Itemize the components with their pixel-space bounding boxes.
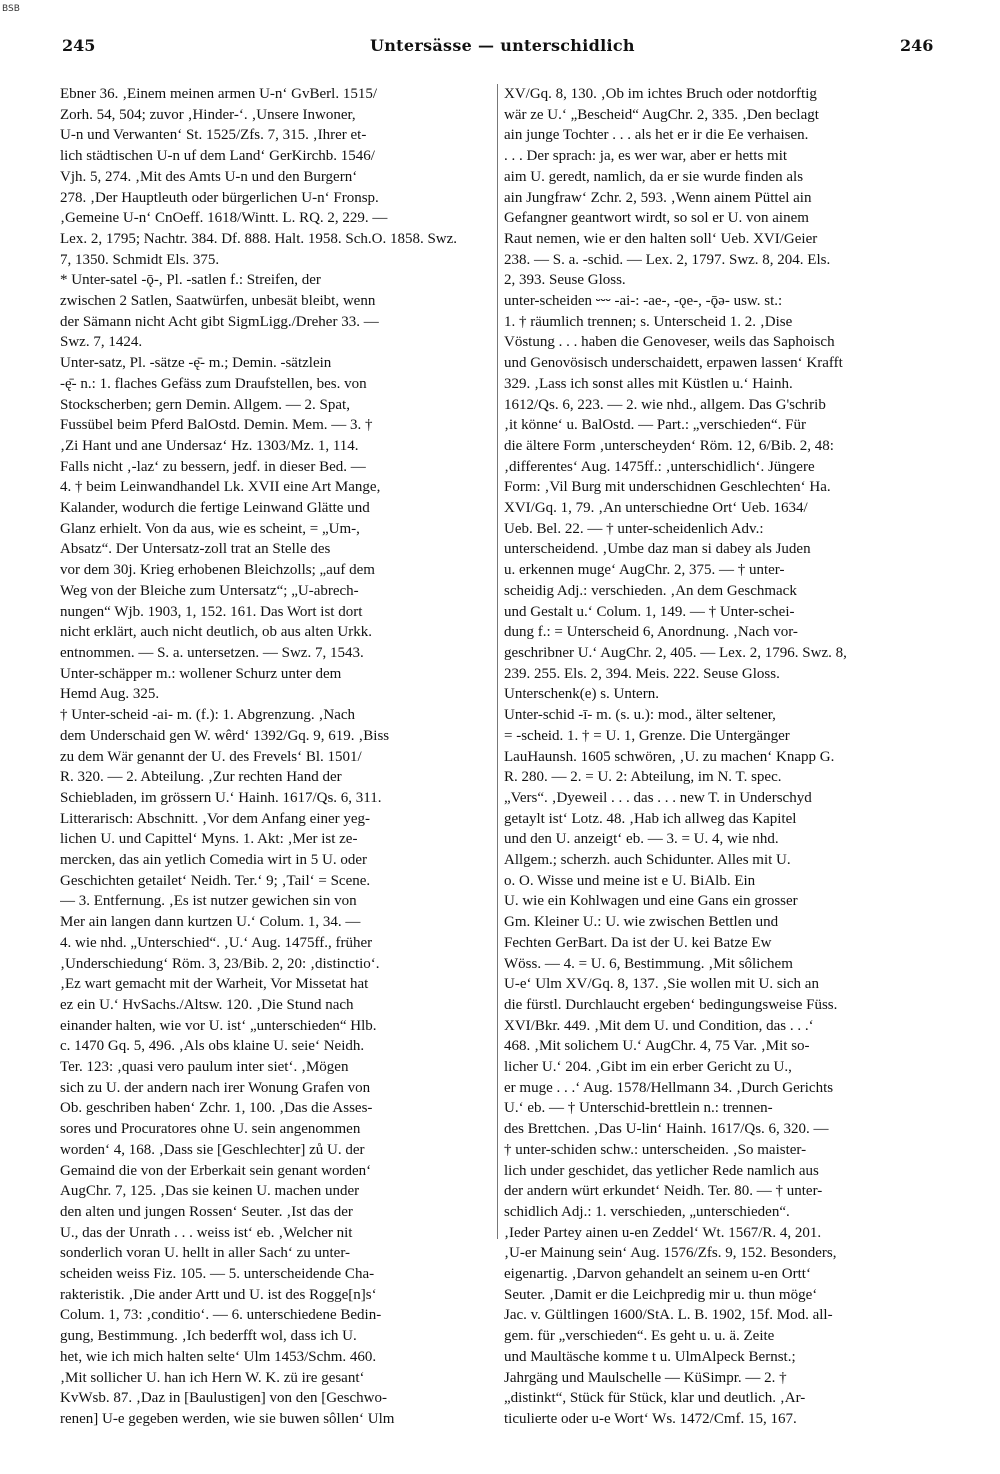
left-column [60,84,492,1474]
library-stamp: BSB [2,4,20,14]
right-column [504,84,936,1474]
running-head: Untersässe — unterschidlich [370,36,635,55]
page-number-right: 246 [900,36,934,55]
right-column-text: XV/Gq. 8, 130. ‚Ob im ichtes Bruch oder notdorftig wär ze U.‘ „Bescheid“ AugChr. 2, 335. ‚Den beclagt ain junge Tochter . . . als het er ir die Ee verhaisen. . . . Der sprach: ja, es wer war, aber er hetts mit aim U. geredt, namlich, da er sie wurde finden als ain Jungfraw‘ Zchr. 2, 593. ‚Wenn ainem Püttel ain Gefangner geantwort wirdt, so sol er U. von ainem Raut nemen, wie er den halten soll‘ Ueb. XVI/Geier 238. — S. a. -schid. — Lex. 2, 1797. Swz. 8, 204. Els. 2, 393. Seuse Gloss. unter-scheiden ⏑⏑⏑ -ai-: -ae-, -ǫe-, -ǭə- usw. st.: 1. † räumlich trennen; s. Unterscheid 1. 2. ‚Dise Vöstung . . . haben die Genoveser, weils das Saphoisch und Genovösisch underschaidett, erpawen lassen‘ Krafft 329. ‚Lass ich sonst alles mit Küstlen u.‘ Hainh. 1612/Qs. 6, 223. — 2. wie nhd., allgem. Das G'schrib ‚it könne‘ u. BalOstd. — Part.: „verschieden“. Für die ältere Form ‚unterscheyden‘ Röm. 12, 6/Bib. 2, 48: ‚differentes‘ Aug. 1475ff.: ‚unterschidlich‘. Jüngere Form: ‚Vil Burg mit underschidnen Geschlechten‘ Ha. XVI/Gq. 1, 79. ‚An unterschiedne Ort‘ Ueb. 1634/ Ueb. Bel. 22. — † unter-scheidenlich Adv.: unterscheidend. ‚Umbe daz man si dabey als Juden u. erkennen muge‘ AugChr. 2, 375. — † unter- scheidig Adj.: verschieden. ‚An dem Geschmack und Gestalt u.‘ Colum. 1, 149. — † Unter-schei- dung f.: = Unterscheid 6, Anordnung. ‚Nach vor- geschribner U.‘ AugChr. 2, 405. — Lex. 2, 1796. Swz. 8, 239. 255. Els. 2, 394. Meis. 222. Seuse Gloss. Unterschenk(e) s. Untern. Unter-schid -ī- m. (s. u.): mod., älter seltener, = -scheid. 1. † = U. 1, Grenze. Die Untergänger LauHaunsh. 1605 schwören, ‚U. zu machen‘ Knapp G. R. 280. — 2. = U. 2: Abteilung, im N. T. spec. „Vers“. ‚Dyeweil . . . das . . . new T. in Underschyd getaylt ist‘ Lotz. 48. ‚Hab ich allweg das Kapitel und den U. anzeigt‘ eb. — 3. = U. 4, wie nhd. Allgem.; scherzh. auch Schidunter. Alles mit U. o. O. Wisse und meine ist e U. BiAlb. Ein U. wie ein Kohlwagen und eine Gans ein grosser Gm. Kleiner U.: U. wie zwischen Bettlen und Fechten GerBart. Da ist der U. kei Batze Ew Wöss. — 4. = U. 6, Bestimmung. ‚Mit sôlichem U-e‘ Ulm XV/Gq. 8, 137. ‚Sie wollen mit U. sich an die fürstl. Durchlaucht ergeben‘ bedingungsweise Füss. XVI/Bkr. 449. ‚Mit dem U. und Condition, das . . .‘ 468. ‚Mit solichem U.‘ AugChr. 4, 75 Var. ‚Mit so- licher U.‘ 204. ‚Gibt im ein erber Gericht zu U., er muge . . .‘ Aug. 1578/Hellmann 34. ‚Durch Gerichts U.‘ eb. — † Unterschid-brettlein n.: trennen- des Brettchen. ‚Das U-lin‘ Hainh. 1617/Qs. 6, 320. — † unter-schiden schw.: unterscheiden. ‚So maister- lich under geschidet, das yetlicher Rede namlich aus der andern würt erkundet‘ Neidh. Ter. 80. — † unter- schidlich Adj.: 1. verschieden, „unterschieden“. ‚Ieder Partey ainen u-en Zeddel‘ Wt. 1567/R. 4, 201. ‚U-er Mainung sein‘ Aug. 1576/Zfs. 9, 152. Besonders, eigenartig. ‚Darvon gehandelt an seinem u-en Ortt‘ Seuter. ‚Damit er die Leichpredig mir u. thun möge‘ Jac. v. Gültlingen 1600/StA. L. B. 1902, 15f. Mod. all- gem. für „verschieden“. Es geht u. u. ä. Zeite und Maultäsche komme t u. UlmAlpeck Bernst.; Jahrgäng und Maulschelle — KüSimpr. — 2. † „distinkt“, Stück für Stück, klar und deutlich. ‚Ar- ticulierte oder u-e Wort‘ Ws. 1472/Cmf. 15, 167. [504,86,847,1427]
page-number-left: 245 [62,36,96,55]
left-column-text: Ebner 36. ‚Einem meinen armen U-n‘ GvBerl. 1515/ Zorh. 54, 504; zuvor ‚Hinder-‘. ‚Unsere Inwoner, U-n und Verwanten‘ St. 1525/Zfs. 7, 315. ‚Ihrer et- lich städtischen U-n uf dem Land‘ GerKirchb. 1546/ Vjh. 5, 274. ‚Mit des Amts U-n und den Burgern‘ 278. ‚Der Hauptleuth oder bürgerlichen U-n‘ Fronsp. ‚Gemeine U-n‘ CnOeff. 1618/Wintt. L. RQ. 2, 229. — Lex. 2, 1795; Nachtr. 384. Df. 888. Halt. 1958. Sch.O. 1858. Swz. 7, 1350. Schmidt Els. 375. * Unter-satel -ǭ-, Pl. -satlen f.: Streifen, der zwischen 2 Satlen, Saatwürfen, unbesät bleibt, wenn der Sämann nicht Acht gibt SigmLigg./Dreher 33. — Swz. 7, 1424. Unter-satz, Pl. -sätze -ę̄- m.; Demin. -sätzlein -ę̄- n.: 1. flaches Gefäss zum Draufstellen, bes. von Stockscherben; gern Demin. Allgem. — 2. Spat, Fussübel beim Pferd BalOstd. Demin. Mem. — 3. † ‚Zi Hant und ane Undersaz‘ Hz. 1303/Mz. 1, 114. Falls nicht ‚-laz‘ zu bessern, jedf. in dieser Bed. — 4. † beim Leinwandhandel Lk. XVII eine Art Mange, Kalander, wodurch die fertige Leinwand Glätte und Glanz erhielt. Von da aus, wie es scheint, = „Um-, Absatz“. Der Untersatz-zoll trat an Stelle des vor dem 30j. Krieg erhobenen Bleichzolls; „auf dem Weg von der Bleiche zum Untersatz“; „U-abrech- nungen“ Wjb. 1903, 1, 152. 161. Das Wort ist dort nicht erklärt, auch nicht deutlich, ob aus alten Urkk. entnommen. — S. a. untersetzen. — Swz. 7, 1543. Unter-schäpper m.: wollener Schurz unter dem Hemd Aug. 325. † Unter-scheid -ai- m. (f.): 1. Abgrenzung. ‚Nach dem Underschaid gen W. wêrd‘ 1392/Gq. 9, 619. ‚Biss zu dem Wär genannt der U. des Frevels‘ Bl. 1501/ R. 320. — 2. Abteilung. ‚Zur rechten Hand der Schiebladen, im grössern U.‘ Hainh. 1617/Qs. 6, 311. Litterarisch: Abschnitt. ‚Vor dem Anfang einer yeg- lichen U. und Capittel‘ Myns. 1. Akt: ‚Mer ist ze- mercken, das ain yetlich Comedia wirt in 5 U. oder Geschichten getailet‘ Neidh. Ter.‘ 9; ‚Tail‘ = Scene. — 3. Entfernung. ‚Es ist nutzer gewichen sin von Mer ain langen dann kurtzen U.‘ Colum. 1, 34. — 4. wie nhd. „Unterschied“. ‚U.‘ Aug. 1475ff., früher ‚Underschiedung‘ Röm. 3, 23/Bib. 2, 20: ‚distinctio‘. ‚Ez wart gemacht mit der Warheit, Vor Missetat hat ez ein U.‘ HvSachs./Altsw. 120. ‚Die Stund nach einander halten, wie vor U. ist‘ „unterschieden“ Hlb. c. 1470 Gq. 5, 496. ‚Als obs klaine U. seie‘ Neidh. Ter. 123: ‚quasi vero paulum inter siet‘. ‚Mögen sich zu U. der andern nach irer Wonung Grafen von Ob. geschriben haben‘ Zchr. 1, 100. ‚Das die Asses- sores und Procuratores ohne U. sein angenommen worden‘ 4, 168. ‚Dass sie [Geschlechter] zů U. der Gemaind die von der Erberkait sein genant worden‘ AugChr. 7, 125. ‚Das sie keinen U. machen under den alten und jungen Rossen‘ Seuter. ‚Ist das der U., das der Unrath . . . weiss ist‘ eb. ‚Welcher nit sonderlich voran U. hellt in aller Sach‘ zu unter- scheiden weiss Fiz. 105. — 5. unterscheidende Cha- rakteristik. ‚Die ander Artt und U. ist des Rogge[n]s‘ Colum. 1, 73: ‚conditio‘. — 6. unterschiedene Bedin- gung, Bestimmung. ‚Ich bederfft wol, dass ich U. het, wie ich mich halten selte‘ Ulm 1453/Schm. 460. ‚Mit sollicher U. han ich Hern W. K. zü ire gesant‘ KvWsb. 87. ‚Daz in [Baulustigen] von den [Geschwo- renen] U-e gegeben werden, wie sie buwen sôllen‘ Ulm [60,86,458,1427]
column-divider [497,84,498,1239]
